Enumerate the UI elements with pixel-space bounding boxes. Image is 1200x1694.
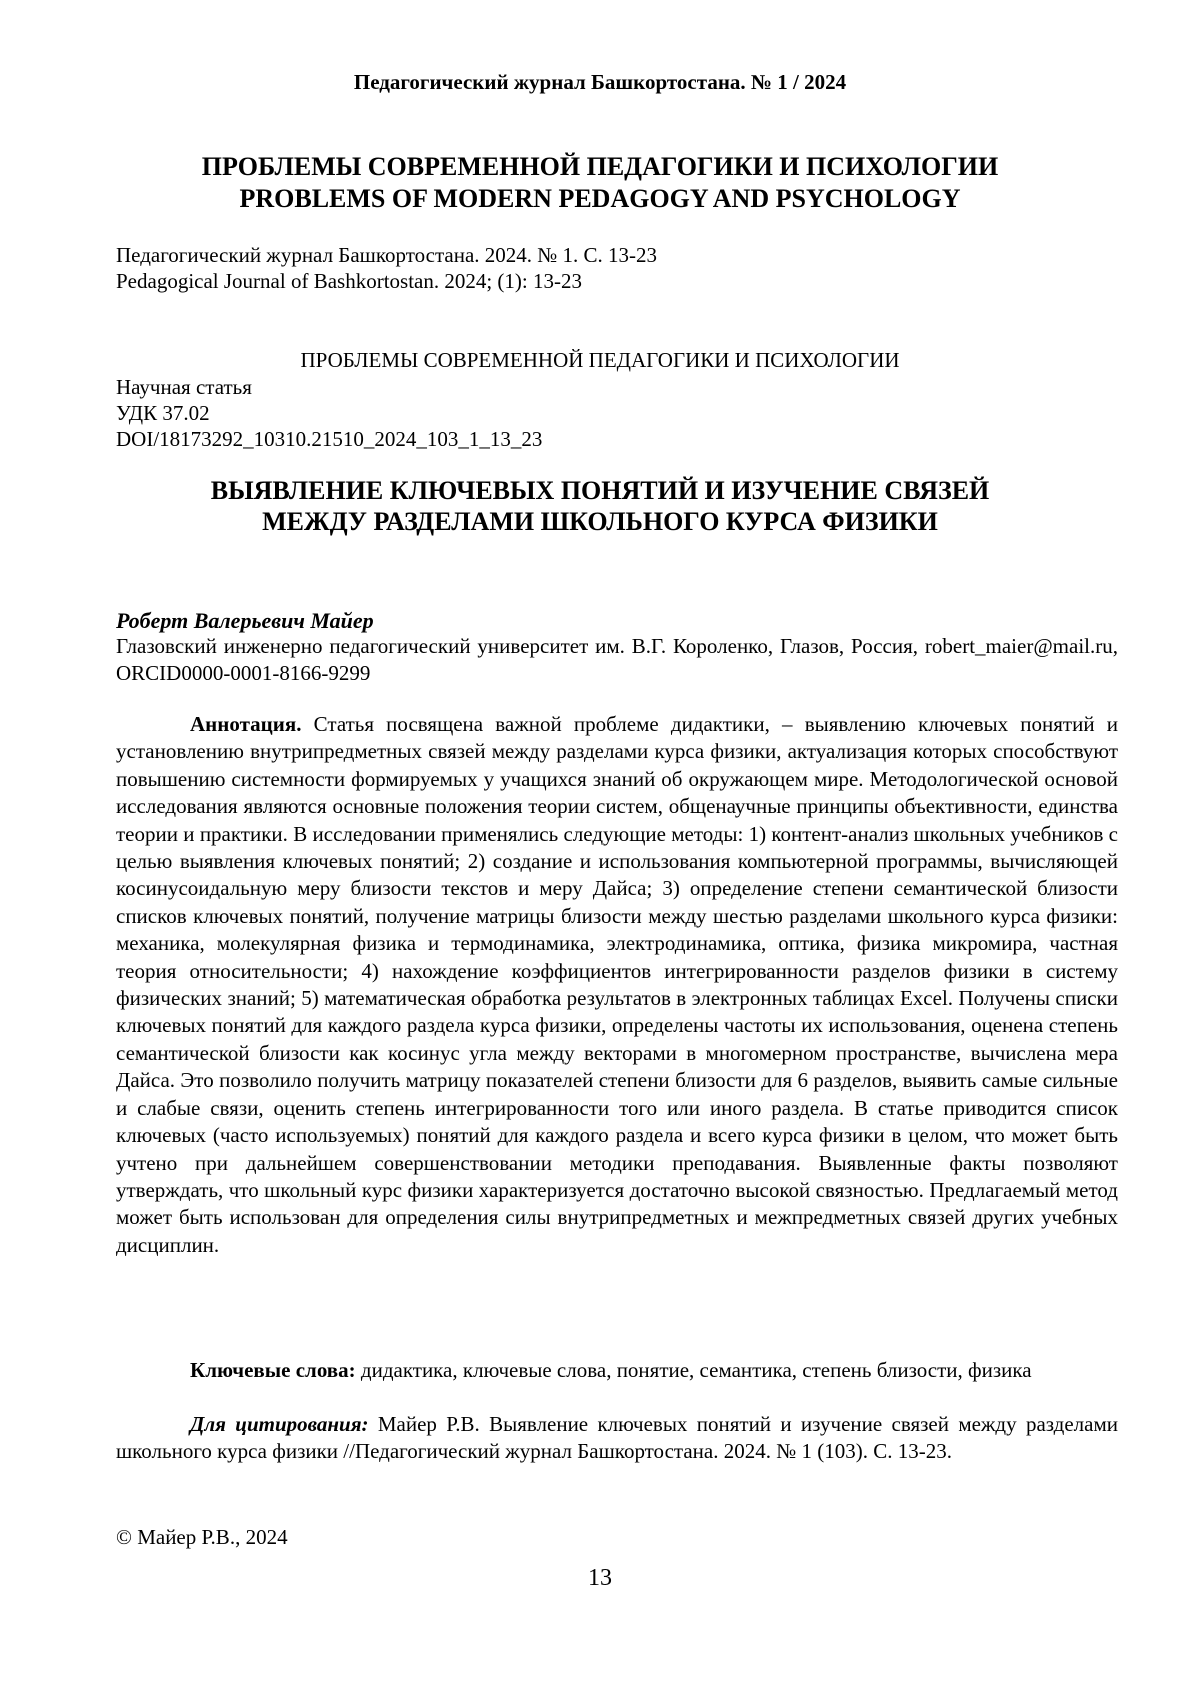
- abstract: [116, 711, 1118, 1259]
- citation-label: Для цитирования:: [190, 1412, 369, 1436]
- article-title-line-2: МЕЖДУ РАЗДЕЛАМИ ШКОЛЬНОГО КУРСА ФИЗИКИ: [262, 507, 938, 536]
- author-name: Роберт Валерьевич Майер: [116, 608, 374, 633]
- abstract-text: Статья посвящена важной проблеме дидактики, – выявлению ключевых понятий и установлению внутрипредметных связей между разделами курса физики, актуализация которых способствуют повышению системности формируемых у учащихся знаний об окружающем мире. Методологической основой исследования являются основные положения теории систем, общенаучные принципы объективности, единства теории и практики. В исследовании применялись следующие методы: 1) контент-анализ школьных учебников с целью выявления ключевых понятий; 2) создание и использования компьютерной программы, вычисляющей косинусоидальную меру близости текстов и меру Дайса; 3) определение степени семантической близости списков ключевых понятий, получение матрицы близости между шестью разделами школьного курса физики: механика, молекулярная физика и термодинамика, электродинамика, оптика, физика микромира, частная теория относительности; 4) нахождение коэффициентов интегрированности разделов физики в систему физических знаний; 5) математическая обработка результатов в электронных таблицах Excel. Получены списки ключевых понятий для каждого раздела курса физики, определены частоты их использования, оценена степень семантической близости как косинус угла между векторами в многомерном пространстве, вычислена мера Дайса. Это позволило получить матрицу показателей степени близости для 6 разделов, выявить самые сильные и слабые связи, оценить степень интегрированности того или иного раздела. В статье приводится список ключевых (часто используемых) понятий для каждого раздела и всего курса физики в целом, что может быть учтено при дальнейшем совершенствовании методики преподавания. Выявленные факты позволяют утверждать, что школьный курс физики характеризуется достаточно высокой связностью. Предлагаемый метод может быть использован для определения силы внутрипредметных и межпредметных связей других учебных дисциплин.: [116, 712, 1118, 1257]
- page-number: 13: [588, 1565, 612, 1591]
- doi: DOI/18173292_10310.21510_2024_103_1_13_23: [116, 427, 543, 451]
- udc-code: УДК 37.02: [116, 401, 210, 425]
- running-header: Педагогический журнал Башкортостана. № 1 / 2024: [353, 70, 847, 94]
- keywords: [116, 1357, 1118, 1384]
- journal-citation-en: Pedagogical Journal of Bashkortostan. 2024; (1): 13-23: [116, 269, 582, 293]
- author-affiliation: Глазовский инженерно педагогический университет им. В.Г. Короленко, Глазов, Россия, robert_maier@mail.ru, ORCID0000-0001-8166-9299: [116, 634, 1118, 685]
- section-heading: ПРОБЛЕМЫ СОВРЕМЕННОЙ ПЕДАГОГИКИ И ПСИХОЛОГИИ: [300, 348, 900, 372]
- keywords-label: Ключевые слова:: [190, 1358, 356, 1382]
- abstract-label: Аннотация.: [190, 712, 302, 736]
- rubric-title-en: PROBLEMS OF MODERN PEDAGOGY AND PSYCHOLOGY: [239, 184, 961, 213]
- citation: [116, 1411, 1118, 1466]
- rubric-title-ru: ПРОБЛЕМЫ СОВРЕМЕННОЙ ПЕДАГОГИКИ И ПСИХОЛОГИИ: [201, 152, 999, 181]
- citation-text: Майер Р.В. Выявление ключевых понятий и изучение связей между разделами школьного курса физики //Педагогический журнал Башкортостана. 2024. № 1 (103). С. 13-23.: [116, 1412, 1119, 1464]
- copyright: © Майер Р.В., 2024: [116, 1525, 288, 1549]
- journal-citation-ru: Педагогический журнал Башкортостана. 2024. № 1. С. 13-23: [116, 243, 658, 267]
- keywords-text: дидактика, ключевые слова, понятие, семантика, степень близости, физика: [360, 1358, 1032, 1382]
- article-type: Научная статья: [116, 375, 252, 399]
- article-title-line-1: ВЫЯВЛЕНИЕ КЛЮЧЕВЫХ ПОНЯТИЙ И ИЗУЧЕНИЕ СВЯЗЕЙ: [210, 476, 990, 505]
